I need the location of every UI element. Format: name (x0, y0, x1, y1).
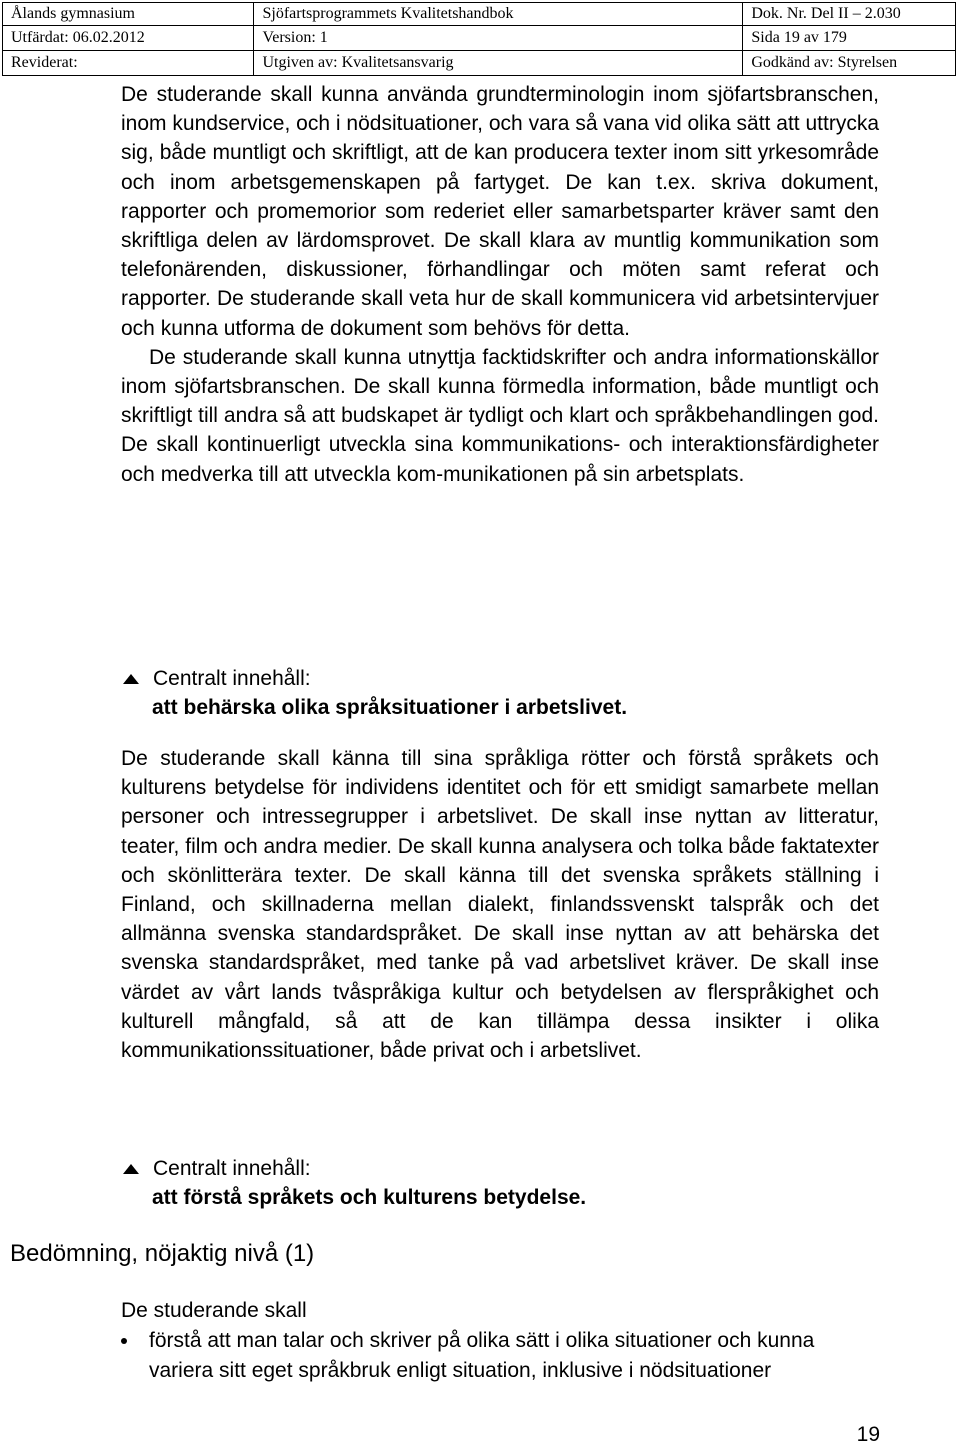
central-content-1 (121, 664, 627, 722)
bullet-icon (121, 1338, 127, 1344)
header-version: Version: 1 (254, 26, 743, 51)
section2-paragraph: De studerande skall känna till sina språkliga rötter och förstå språkets och kulturens betydelse för individens identitet och för ett smidigt samarbete mellan personer och intressegrupper i arbetslivet. De skall inse nyttan av litteratur, teater, film och andra medier. De skall kunna analysera och tolka både faktatexter och skönlitterära texter. De skall känna till det svenska språkets ställning i Finland, och skillnaderna mellan dialekt, finlandssvenskt talspråk och det allmänna svenska standardspråket. De skall inse nyttan av att behärska det svenska standardspråket, med tanke på vad arbetslivet kräver. De skall inse värdet av vårt lands tvåspråkiga kultur och betydelsen av flerspråkighet och kulturell mångfald, så att de kan tillämpa dessa insikter i olika kommunikationssituationer, både privat och i arbetslivet. (121, 747, 879, 1063)
assessment-intro: De studerande skall (121, 1299, 307, 1322)
triangle-up-icon (123, 1164, 139, 1174)
central-content-2 (121, 1154, 586, 1212)
header-school: Ålands gymnasium (3, 3, 254, 26)
assessment-title: Bedömning, nöjaktig nivå (1) (10, 1240, 315, 1267)
list-item (121, 1326, 881, 1385)
header-handbook: Sjöfartsprogrammets Kvalitetshandbok (254, 3, 743, 26)
central-content-text: att behärska olika språksituationer i arbetslivet. (152, 696, 628, 719)
section1-text (121, 80, 879, 489)
section2-text (121, 744, 879, 1065)
section1-paragraph-a: De studerande skall kunna använda grundterminologin inom sjöfartsbranschen, inom kundservice, och i nödsituationer, och vara så vana vid olika sätt att uttrycka sig, både muntligt och skriftligt, att de kan producera texter inom sitt yrkesområde och inom arbetsgemenskapen på fartyget. De kan t.ex. skriva dokument, rapporter och promemorior som rederiet eller samarbetsparter kräver samt den skriftliga delen av lärdomsprovet. De skall klara av muntlig kommunikation som telefonärenden, diskussioner, förhandlingar och möten samt referat och rapporter. De studerande skall veta hur de skall kommunicera vid arbetsintervjuer och kunna utforma de dokument som behövs för detta. (121, 83, 879, 340)
document-header (2, 2, 956, 76)
page-number: 19 (856, 1423, 880, 1446)
header-published-by: Utgiven av: Kvalitetsansvarig (254, 51, 743, 76)
central-content-label: Centralt innehåll: (153, 667, 311, 690)
central-content-text: att förstå språkets och kulturens betydelse. (152, 1186, 587, 1209)
assessment-list (121, 1326, 881, 1385)
header-approved-by: Godkänd av: Styrelsen (743, 51, 956, 76)
triangle-up-icon (123, 674, 139, 684)
header-issued: Utfärdat: 06.02.2012 (3, 26, 254, 51)
header-page: Sida 19 av 179 (743, 26, 956, 51)
header-doc-number: Dok. Nr. Del II – 2.030 (743, 3, 956, 26)
central-content-label: Centralt innehåll: (153, 1157, 311, 1180)
section1-paragraph-b: De studerande skall kunna utnyttja facktidskrifter och andra informationskällor inom sjöfartsbranschen. De skall kunna förmedla information, både muntligt och skriftligt till andra så att budskapet är tydligt och klart och språkbehandlingen god. De skall kontinuerligt utveckla sina kommunikations- och interaktionsfärdigheter och medverka till att utveckla kom-munikationen på sin arbetsplats. (121, 345, 879, 486)
header-revised: Reviderat: (3, 51, 254, 76)
list-item-text: förstå att man talar och skriver på olika sätt i olika situationer och kunna variera sitt eget språkbruk enligt situation, inklusive i nödsituationer (149, 1329, 815, 1382)
